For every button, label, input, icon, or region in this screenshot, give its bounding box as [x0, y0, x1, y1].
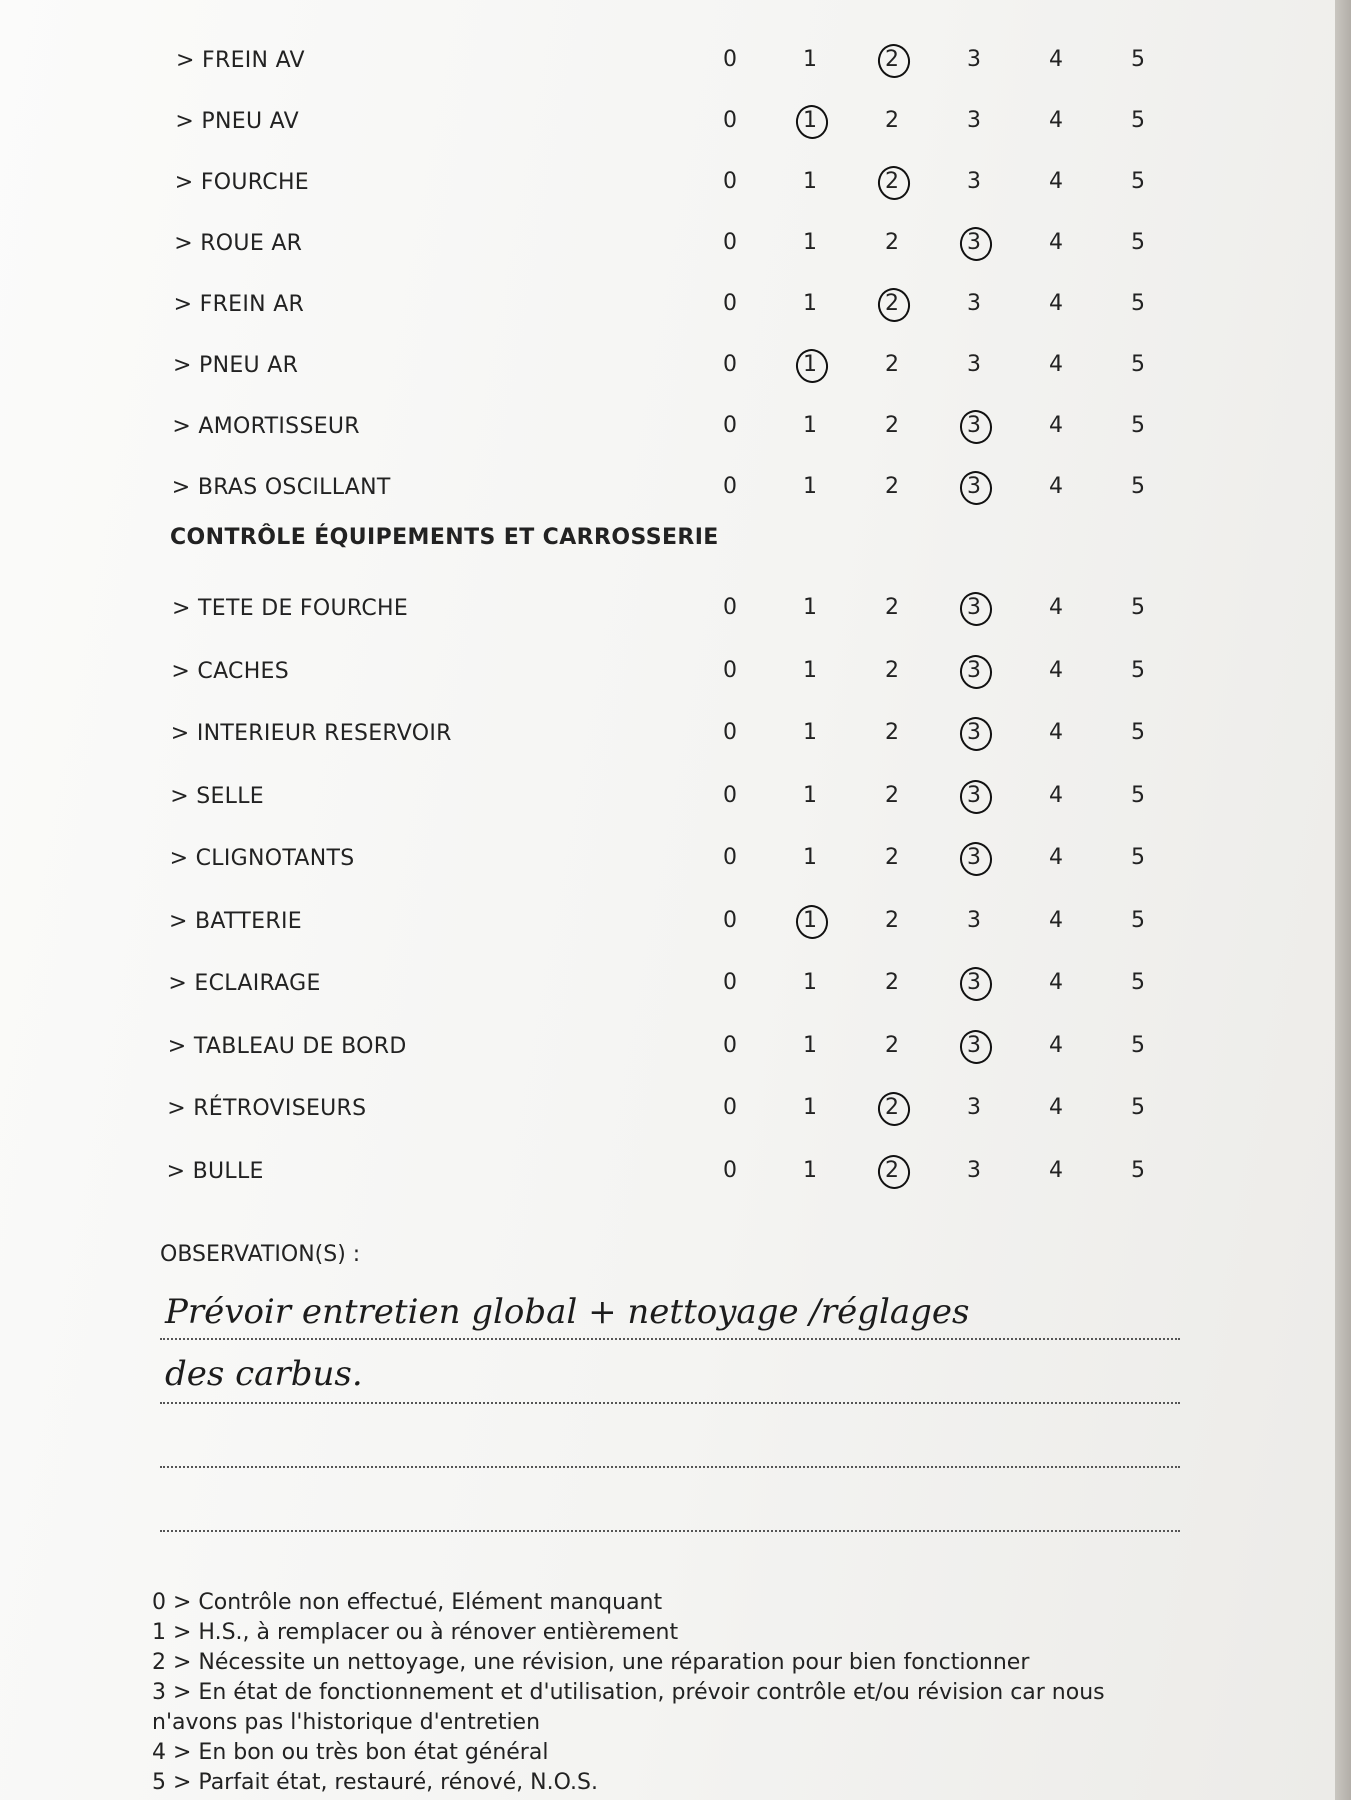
- check-item-label: > ECLAIRAGE: [168, 971, 321, 996]
- score-option[interactable]: 5: [1131, 907, 1145, 933]
- score-option[interactable]: 4: [1049, 413, 1063, 438]
- score-option-selected[interactable]: 3: [954, 653, 994, 689]
- check-item-label: > FREIN AR: [173, 292, 305, 317]
- check-item-label: > CACHES: [171, 658, 290, 684]
- score-option-selected[interactable]: 3: [954, 715, 994, 751]
- score-option[interactable]: 5: [1131, 413, 1145, 438]
- score-option[interactable]: 2: [885, 230, 899, 255]
- score-option[interactable]: 3: [967, 352, 981, 377]
- check-item-label: > CLIGNOTANTS: [169, 846, 355, 871]
- score-option-selected[interactable]: 2: [872, 1153, 912, 1189]
- check-row: [0, 963, 1335, 1003]
- score-option[interactable]: 0: [723, 474, 737, 499]
- score-option[interactable]: 0: [723, 595, 737, 620]
- score-option[interactable]: 4: [1049, 657, 1063, 683]
- score-option[interactable]: 4: [1049, 291, 1063, 316]
- check-row: [0, 284, 1335, 324]
- check-item-label: > BULLE: [166, 1158, 264, 1184]
- legend-item: 0 > Contrôle non effectué, Elément manquant: [152, 1590, 663, 1615]
- score-option[interactable]: 2: [885, 782, 899, 808]
- check-item-label: > TABLEAU DE BORD: [167, 1033, 407, 1059]
- score-option[interactable]: 2: [885, 352, 899, 377]
- check-row: [0, 223, 1335, 263]
- score-option[interactable]: 4: [1049, 782, 1063, 808]
- score-option-selected[interactable]: 2: [872, 286, 912, 322]
- score-option[interactable]: 0: [723, 352, 737, 377]
- score-option-selected[interactable]: 3: [954, 778, 994, 814]
- score-option[interactable]: 0: [723, 169, 737, 194]
- score-option[interactable]: 5: [1131, 657, 1145, 683]
- check-row: [0, 713, 1335, 753]
- check-item-label: > FREIN AV: [176, 48, 305, 73]
- score-option[interactable]: 4: [1049, 474, 1063, 499]
- score-option[interactable]: 1: [803, 845, 817, 870]
- check-row: [0, 651, 1335, 691]
- check-item-label: > FOURCHE: [174, 170, 309, 195]
- score-option[interactable]: 1: [803, 970, 817, 995]
- score-option[interactable]: 0: [723, 657, 737, 683]
- score-option[interactable]: 0: [723, 970, 737, 995]
- score-option[interactable]: 2: [885, 108, 899, 133]
- score-option[interactable]: 5: [1131, 845, 1145, 870]
- score-option[interactable]: 2: [885, 970, 899, 995]
- observation-rule-1: [160, 1338, 1180, 1340]
- score-option-selected[interactable]: 3: [954, 469, 994, 505]
- score-option[interactable]: 4: [1049, 352, 1063, 377]
- score-option[interactable]: 4: [1049, 230, 1063, 255]
- score-option[interactable]: 5: [1131, 595, 1145, 620]
- check-item-label: > TETE DE FOURCHE: [172, 596, 409, 621]
- score-option[interactable]: 0: [723, 845, 737, 870]
- score-option[interactable]: 0: [723, 108, 737, 133]
- score-option[interactable]: 2: [885, 907, 899, 933]
- score-option[interactable]: 0: [723, 47, 737, 72]
- score-option[interactable]: 4: [1049, 1032, 1063, 1058]
- observation-rule-3: [160, 1466, 1180, 1468]
- score-option[interactable]: 4: [1049, 47, 1063, 72]
- score-option-selected[interactable]: 3: [954, 840, 994, 876]
- score-option[interactable]: 2: [885, 1032, 899, 1058]
- score-option[interactable]: 2: [885, 413, 899, 438]
- check-row: [0, 838, 1335, 878]
- score-option-selected[interactable]: 1: [790, 903, 830, 939]
- score-option[interactable]: 5: [1131, 47, 1145, 72]
- score-option[interactable]: 0: [723, 291, 737, 316]
- score-option[interactable]: 3: [967, 1095, 981, 1120]
- score-option-selected[interactable]: 2: [872, 42, 912, 78]
- score-option[interactable]: 4: [1049, 720, 1063, 745]
- score-option[interactable]: 0: [723, 413, 737, 438]
- check-item-label: > INTERIEUR RESERVOIR: [170, 721, 452, 746]
- score-option[interactable]: 3: [967, 1157, 981, 1183]
- score-option-selected[interactable]: 3: [954, 590, 994, 626]
- score-option[interactable]: 0: [723, 907, 737, 933]
- score-option[interactable]: 1: [803, 1032, 817, 1058]
- score-option[interactable]: 0: [723, 1157, 737, 1183]
- score-option[interactable]: 1: [803, 474, 817, 499]
- check-row: [0, 1151, 1335, 1191]
- score-option[interactable]: 3: [967, 907, 981, 933]
- score-option[interactable]: 5: [1131, 782, 1145, 808]
- check-item-label: > PNEU AR: [173, 353, 299, 378]
- score-option[interactable]: 4: [1049, 108, 1063, 133]
- score-option-selected[interactable]: 1: [790, 347, 830, 383]
- score-option[interactable]: 1: [803, 1157, 817, 1183]
- check-row: [0, 162, 1335, 202]
- score-option[interactable]: 5: [1131, 291, 1145, 316]
- score-option[interactable]: 5: [1131, 169, 1145, 194]
- score-option[interactable]: 4: [1049, 595, 1063, 620]
- score-option[interactable]: 2: [885, 657, 899, 683]
- score-option[interactable]: 5: [1131, 720, 1145, 745]
- score-option-selected[interactable]: 2: [872, 1090, 912, 1126]
- score-option[interactable]: 2: [885, 595, 899, 620]
- observation-rule-2: [160, 1402, 1180, 1404]
- score-option[interactable]: 1: [803, 657, 817, 683]
- score-option[interactable]: 3: [967, 47, 981, 72]
- legend-item: 3 > En état de fonctionnement et d'utilisation, prévoir contrôle et/ou révision car nous n'avons pas l'historique d'entretien: [152, 1680, 1105, 1735]
- score-option[interactable]: 1: [803, 720, 817, 745]
- score-option-selected[interactable]: 3: [954, 965, 994, 1001]
- score-option[interactable]: 0: [723, 720, 737, 745]
- score-option[interactable]: 4: [1049, 1157, 1063, 1183]
- check-item-label: > RÉTROVISEURS: [167, 1096, 367, 1121]
- check-item-label: > BRAS OSCILLANT: [171, 475, 391, 500]
- score-option[interactable]: 0: [723, 1032, 737, 1058]
- score-option-selected[interactable]: 3: [954, 225, 994, 261]
- observation-line-1: Prévoir entretien global + nettoyage /réglages: [165, 1292, 970, 1332]
- check-item-label: > BATTERIE: [169, 908, 302, 934]
- check-row: [0, 345, 1335, 385]
- score-option[interactable]: 0: [723, 230, 737, 255]
- score-option[interactable]: 5: [1131, 108, 1145, 133]
- score-option-selected[interactable]: 3: [954, 408, 994, 444]
- check-item-label: > PNEU AV: [175, 109, 299, 134]
- score-option[interactable]: 2: [885, 845, 899, 870]
- check-row: [0, 406, 1335, 446]
- score-option[interactable]: 1: [803, 595, 817, 620]
- score-option[interactable]: 5: [1131, 970, 1145, 995]
- score-option[interactable]: 1: [803, 47, 817, 72]
- score-option[interactable]: 4: [1049, 169, 1063, 194]
- score-option-selected[interactable]: 3: [954, 1028, 994, 1064]
- score-option[interactable]: 5: [1131, 474, 1145, 499]
- paper-edge-shadow: [1335, 0, 1351, 1800]
- score-option[interactable]: 5: [1131, 230, 1145, 255]
- legend-item: 2 > Nécessite un nettoyage, une révision, une réparation pour bien fonctionner: [152, 1650, 1030, 1675]
- legend-item: 4 > En bon ou très bon état général: [152, 1740, 549, 1765]
- observations-title: OBSERVATION(S) :: [160, 1242, 361, 1267]
- legend-item: 5 > Parfait état, restauré, rénové, N.O.S.: [152, 1770, 598, 1795]
- score-option[interactable]: 1: [803, 291, 817, 316]
- observation-rule-4: [160, 1530, 1180, 1532]
- check-row: [0, 467, 1335, 507]
- score-option-selected[interactable]: 1: [790, 103, 830, 139]
- check-row: [0, 588, 1335, 628]
- score-option[interactable]: 0: [723, 1095, 737, 1120]
- score-option[interactable]: 3: [967, 291, 981, 316]
- score-option[interactable]: 1: [803, 169, 817, 194]
- legend-item: 1 > H.S., à remplacer ou à rénover entièrement: [152, 1620, 679, 1645]
- score-option[interactable]: 3: [967, 108, 981, 133]
- score-option-selected[interactable]: 2: [872, 164, 912, 200]
- score-option[interactable]: 2: [885, 474, 899, 499]
- check-row: [0, 101, 1335, 141]
- observation-line-2: des carbus.: [165, 1354, 363, 1394]
- section-title: CONTRÔLE ÉQUIPEMENTS ET CARROSSERIE: [170, 525, 719, 550]
- check-item-label: > SELLE: [170, 783, 264, 809]
- check-row: [0, 901, 1335, 941]
- check-row: [0, 1088, 1335, 1128]
- score-option[interactable]: 5: [1131, 1095, 1145, 1120]
- score-option[interactable]: 5: [1131, 352, 1145, 377]
- check-item-label: > AMORTISSEUR: [172, 414, 360, 439]
- score-option[interactable]: 1: [803, 230, 817, 255]
- score-option[interactable]: 4: [1049, 970, 1063, 995]
- check-item-label: > ROUE AR: [174, 231, 303, 256]
- score-option[interactable]: 5: [1131, 1157, 1145, 1183]
- score-legend: [152, 1588, 1172, 1798]
- score-option[interactable]: 5: [1131, 1032, 1145, 1058]
- score-option[interactable]: 1: [803, 413, 817, 438]
- score-option[interactable]: 1: [803, 1095, 817, 1120]
- score-option[interactable]: 2: [885, 720, 899, 745]
- check-row: [0, 776, 1335, 816]
- score-option[interactable]: 4: [1049, 845, 1063, 870]
- score-option[interactable]: 3: [967, 169, 981, 194]
- score-option[interactable]: 0: [723, 782, 737, 808]
- check-row: [0, 1026, 1335, 1066]
- score-option[interactable]: 1: [803, 782, 817, 808]
- check-row: [0, 40, 1335, 80]
- score-option[interactable]: 4: [1049, 907, 1063, 933]
- score-option[interactable]: 4: [1049, 1095, 1063, 1120]
